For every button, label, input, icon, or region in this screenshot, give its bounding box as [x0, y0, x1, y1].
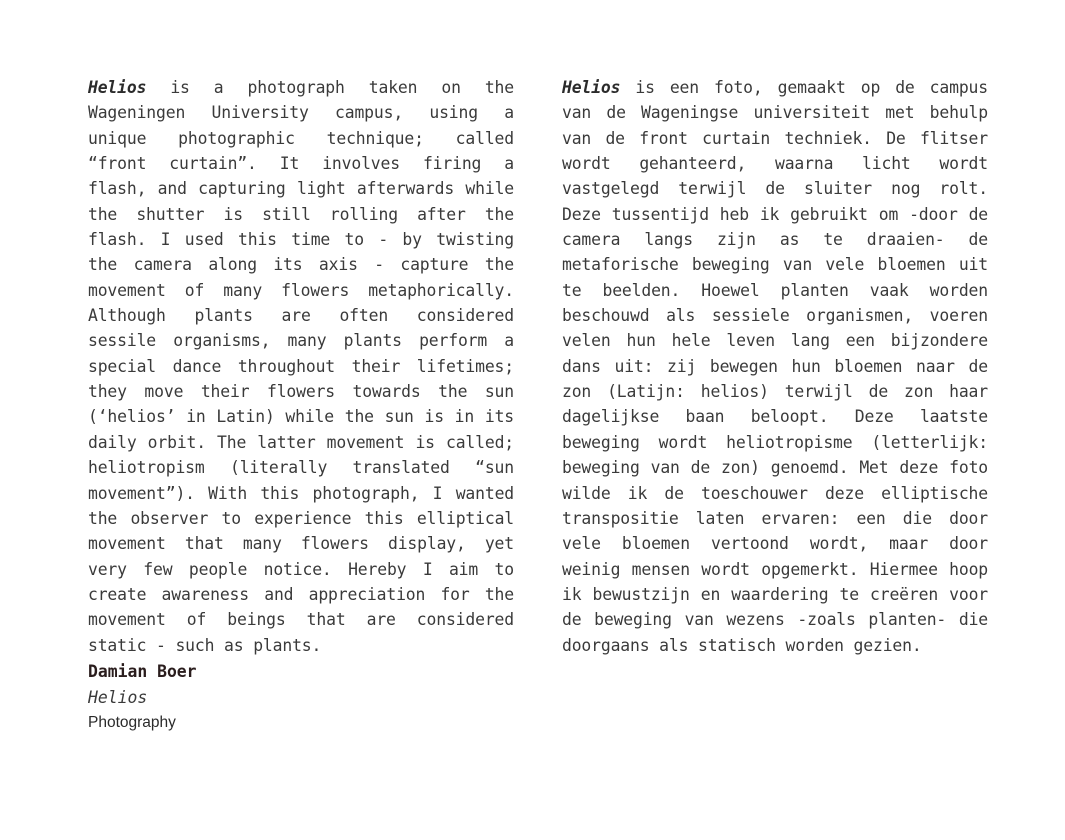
english-text-column [88, 75, 514, 658]
work-medium: Photography [88, 714, 176, 731]
dutch-paragraph [562, 75, 988, 658]
english-body: is a photograph taken on the Wageningen University campus, using a unique photographic technique; called “front curtain”. It involves firing a flash, and capturing light afterwards while the shutter is still rolling after the flash. I used this time to - by twisting the camera along its axis - capture the movement of many flowers metaphorically. Although plants are often considered sessile organisms, many plants perform a special dance throughout their lifetimes; they move their flowers towards the sun (‘helios’ in Latin) while the sun is in its daily orbit. The latter movement is called; heliotropism (literally translated “sun movement”). With this photograph, I wanted the observer to experience this elliptical movement that many flowers display, yet very few people notice. Hereby I aim to create awareness and appreciation for the movement of beings that are considered static - such as plants. [88, 78, 514, 655]
work-title: Helios [88, 687, 148, 707]
dutch-text-column [562, 75, 988, 658]
english-paragraph [88, 75, 514, 658]
dutch-title: Helios [562, 78, 621, 97]
english-title: Helios [88, 78, 147, 97]
author-name: Damian Boer [88, 662, 197, 681]
dutch-body: is een foto, gemaakt op de campus van de Wageningse universiteit met behulp van de front curtain techniek. De flitser wordt gehanteerd, waarna licht wordt vastgelegd terwijl de sluiter nog rolt. Deze tussentijd heb ik gebruikt om -door de camera langs zijn as te draaien- de metaforische beweging van vele bloemen uit te beelden. Hoewel planten vaak worden beschouwd als sessiele organismen, voeren velen hun hele leven lang een bijzondere dans uit: zij bewegen hun bloemen naar de zon (Latijn: helios) terwijl de zon haar dagelijkse baan beloopt. Deze laatste beweging wordt heliotropisme (letterlijk: beweging van de zon) genoemd. Met deze foto wilde ik de toeschouwer deze elliptische transpositie laten ervaren: een die door vele bloemen vertoond wordt, maar door weinig mensen wordt opgemerkt. Hiermee hoop ik bewustzijn en waardering te creëren voor de beweging van wezens -zoals planten- die doorgaans als statisch worden gezien. [562, 78, 988, 655]
credits-block [88, 659, 514, 736]
